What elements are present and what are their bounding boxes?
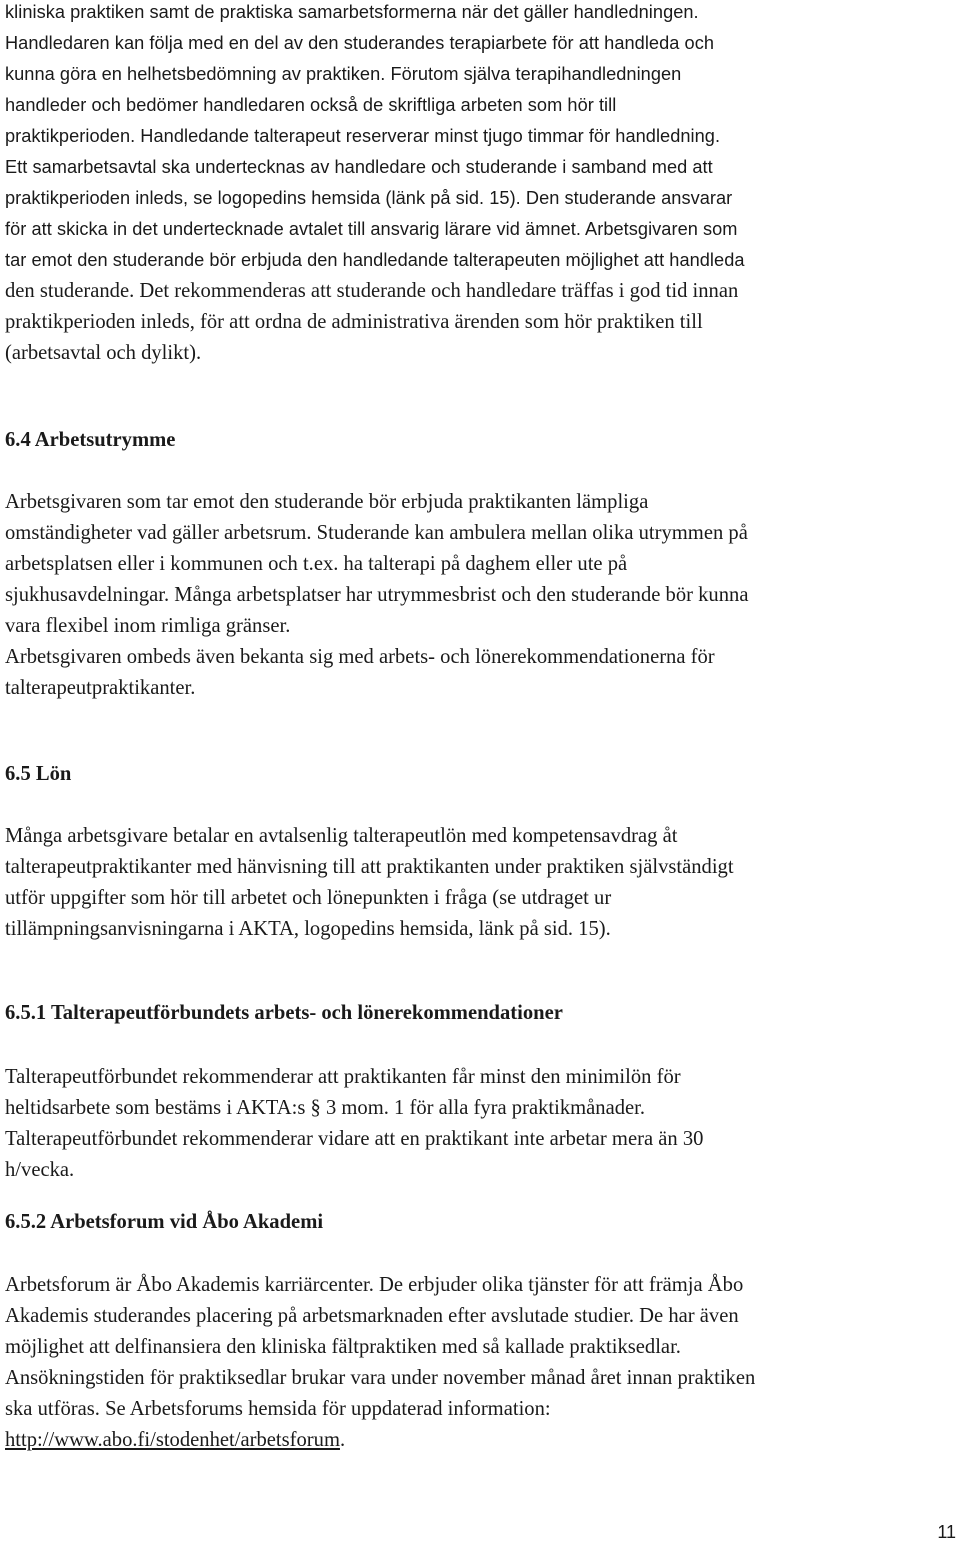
text-line: talterapeutpraktikanter. bbox=[5, 677, 196, 699]
text-line: tillämpningsanvisningarna i AKTA, logopedins hemsida, länk på sid. 15). bbox=[5, 918, 611, 940]
section-6-5-paragraph bbox=[5, 821, 957, 945]
text-line: Arbetsgivaren som tar emot den studerande bör erbjuda praktikanten lämpliga bbox=[5, 491, 649, 513]
text-line: den studerande. Det rekommenderas att studerande och handledare träffas i god tid innan bbox=[5, 280, 739, 302]
section-heading-6-5: 6.5 Lön bbox=[5, 763, 72, 785]
text-line: vara flexibel inom rimliga gränser. bbox=[5, 615, 291, 637]
text-line: kunna göra en helhetsbedömning av praktiken. Förutom själva terapihandledningen bbox=[5, 64, 682, 84]
text-line: omständigheter vad gäller arbetsrum. Studerande kan ambulera mellan olika utrymmen på bbox=[5, 522, 748, 544]
text-line: handleder och bedömer handledaren också de skriftliga arbeten som hör till bbox=[5, 95, 617, 115]
section-6-5-2-paragraph bbox=[5, 1270, 957, 1456]
text-line: möjlighet att delfinansiera den kliniska fältpraktiken med så kallade praktiksedlar. bbox=[5, 1336, 681, 1358]
text-line: Ett samarbetsavtal ska undertecknas av handledare och studerande i samband med att bbox=[5, 157, 713, 177]
section-heading-6-5-2: 6.5.2 Arbetsforum vid Åbo Akademi bbox=[5, 1211, 324, 1233]
text-line: utför uppgifter som hör till arbetet och lönepunkten i fråga (se utdraget ur bbox=[5, 887, 612, 909]
text-line: h/vecka. bbox=[5, 1159, 75, 1181]
text-line: Talterapeutförbundet rekommenderar att praktikanten får minst den minimilön för bbox=[5, 1066, 681, 1088]
text-line: Handledaren kan följa med en del av den studerandes terapiarbete för att handleda och bbox=[5, 33, 714, 53]
url-line bbox=[5, 1425, 957, 1456]
text-line: kliniska praktiken samt de praktiska samarbetsformerna när det gäller handledningen. bbox=[5, 2, 699, 22]
section-6-4-paragraph bbox=[5, 487, 957, 704]
text-line: Ansökningstiden för praktiksedlar brukar vara under november månad året innan praktiken bbox=[5, 1367, 756, 1389]
text-line: praktikperioden inleds, se logopedins hemsida (länk på sid. 15). Den studerande ansvarar bbox=[5, 188, 733, 208]
text-line: tar emot den studerande bör erbjuda den handledande talterapeuten möjlighet att handleda bbox=[5, 250, 745, 270]
text-line: arbetsplatsen eller i kommunen och t.ex. ha talterapi på daghem eller ute på bbox=[5, 553, 628, 575]
text-line: (arbetsavtal och dylikt). bbox=[5, 342, 202, 364]
section-heading-6-4: 6.4 Arbetsutrymme bbox=[5, 429, 176, 451]
text-line: Talterapeutförbundet rekommenderar vidare att en praktikant inte arbetar mera än 30 bbox=[5, 1128, 704, 1150]
text-line: ska utföras. Se Arbetsforums hemsida för uppdaterad information: bbox=[5, 1398, 551, 1420]
page-number: 11 bbox=[937, 1522, 956, 1542]
intro-paragraph bbox=[5, 0, 957, 369]
arbetsforum-link[interactable]: http://www.abo.fi/stodenhet/arbetsforum bbox=[5, 1429, 340, 1451]
text-line: sjukhusavdelningar. Många arbetsplatser har utrymmesbrist och den studerande bör kunna bbox=[5, 584, 749, 606]
section-6-5-1-paragraph bbox=[5, 1062, 957, 1186]
section-heading-6-5-1: 6.5.1 Talterapeutförbundets arbets- och lönerekommendationer bbox=[5, 1002, 563, 1024]
text-line: praktikperioden. Handledande talterapeut reserverar minst tjugo timmar för handledning. bbox=[5, 126, 721, 146]
text-line: Akademis studerandes placering på arbetsmarknaden efter avslutade studier. De har även bbox=[5, 1305, 739, 1327]
text-line: talterapeutpraktikanter med hänvisning till att praktikanten under praktiken självständigt bbox=[5, 856, 734, 878]
text-line: Arbetsforum är Åbo Akademis karriärcenter. De erbjuder olika tjänster för att främja Åbo bbox=[5, 1274, 744, 1296]
text-line: praktikperioden inleds, för att ordna de administrativa ärenden som hör praktiken till bbox=[5, 311, 703, 333]
text-line: Arbetsgivaren ombeds även bekanta sig med arbets- och lönerekommendationerna för bbox=[5, 646, 715, 668]
text-line: Många arbetsgivare betalar en avtalsenlig talterapeutlön med kompetensavdrag åt bbox=[5, 825, 678, 847]
text-line: för att skicka in det undertecknade avtalet till ansvarig lärare vid ämnet. Arbetsgivaren som bbox=[5, 219, 738, 239]
text-line: heltidsarbete som bestäms i AKTA:s § 3 mom. 1 för alla fyra praktikmånader. bbox=[5, 1097, 646, 1119]
url-suffix: . bbox=[339, 1429, 346, 1451]
